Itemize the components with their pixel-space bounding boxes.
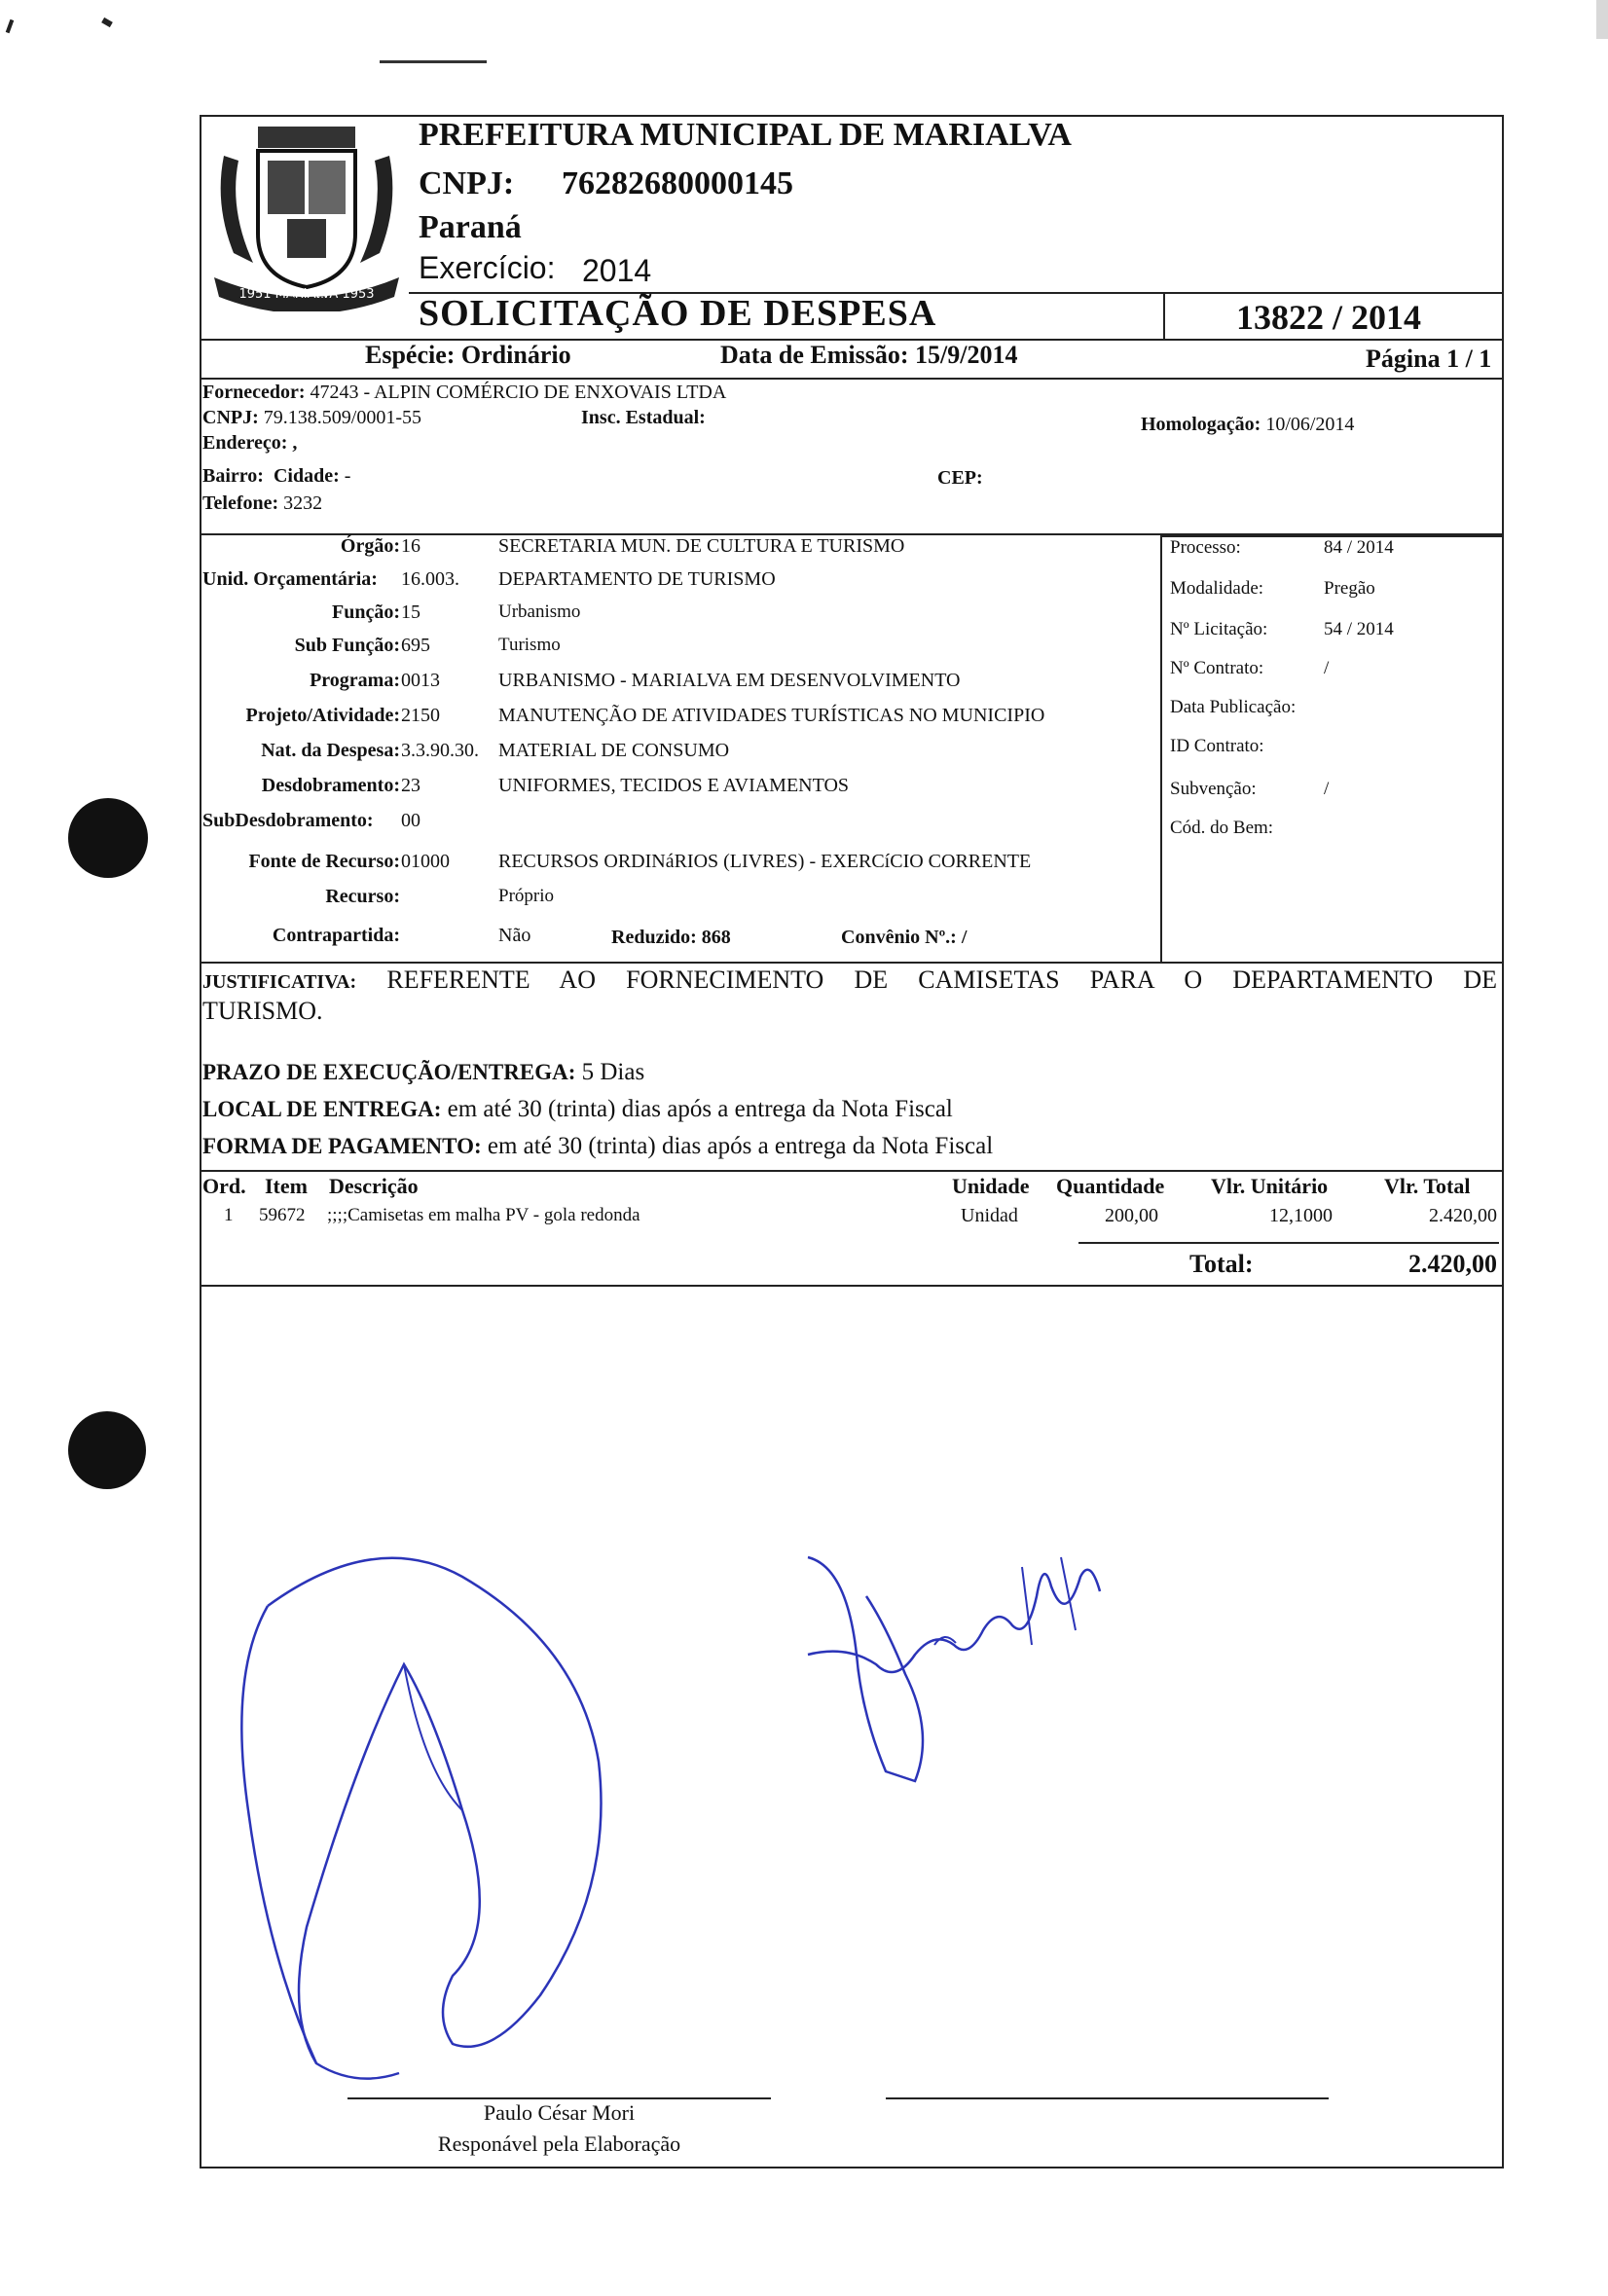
fornecedor-label: Fornecedor: xyxy=(202,382,306,403)
fornecedor-cnpj-label: CNPJ: xyxy=(202,407,259,428)
budget-row-label: Programa: xyxy=(310,670,400,691)
divider xyxy=(1163,292,1165,341)
processo-row-label: Subvenção: xyxy=(1170,779,1257,799)
budget-row-label: SubDesdobramento: xyxy=(202,810,374,831)
signature-line xyxy=(347,2097,771,2099)
budget-row-code: 00 xyxy=(401,810,420,831)
row-unidade: Unidad xyxy=(961,1205,1018,1226)
fornecedor-value: 47243 - ALPIN COMÉRCIO DE ENXOVAIS LTDA xyxy=(310,382,727,403)
justificativa-line2: TURISMO. xyxy=(202,997,323,1025)
telefone-value: 3232 xyxy=(283,492,323,514)
reduzido: Reduzido: 868 xyxy=(611,927,731,948)
processo-row-label: Nº Licitação: xyxy=(1170,619,1268,639)
cidade-label: Cidade: xyxy=(273,465,340,487)
state-name: Paraná xyxy=(419,209,522,245)
endereco-label: Endereço: , xyxy=(202,432,298,454)
budget-row-label: Recurso: xyxy=(325,886,400,907)
local-line xyxy=(202,1096,953,1123)
budget-row-code: 01000 xyxy=(401,851,450,872)
processo-row-label: Modalidade: xyxy=(1170,578,1264,599)
col-ord: Ord. xyxy=(202,1174,246,1198)
signature-line xyxy=(886,2097,1329,2099)
homologacao-label: Homologação: xyxy=(1141,414,1261,435)
punch-hole xyxy=(68,798,148,878)
row-unitario: 12,1000 xyxy=(1269,1205,1333,1226)
budget-row-label: Contrapartida: xyxy=(272,925,400,946)
document-number: 13822 / 2014 xyxy=(1236,298,1422,337)
seal-text: 1951 MARIALVA 1953 xyxy=(238,287,375,302)
budget-row-description: Próprio xyxy=(498,886,554,906)
budget-row-description: MATERIAL DE CONSUMO xyxy=(498,740,730,761)
processo-row-label: Cód. do Bem: xyxy=(1170,818,1274,838)
justificativa-label: JUSTIFICATIVA: xyxy=(202,971,357,993)
forma-value: em até 30 (trinta) dias após a entrega da Nota Fiscal xyxy=(487,1133,994,1159)
handwritten-signature-icon xyxy=(788,1538,1119,1791)
divider xyxy=(200,1285,1504,1287)
cnpj-label: CNPJ: xyxy=(419,165,515,201)
justificativa-line1 xyxy=(202,966,1497,995)
budget-row-description: URBANISMO - MARIALVA EM DESENVOLVIMENTO xyxy=(498,670,961,691)
exercicio-value: 2014 xyxy=(582,253,652,288)
signatory-name: Paulo César Mori xyxy=(483,2100,636,2125)
divider xyxy=(200,378,1504,380)
forma-line xyxy=(202,1133,993,1160)
processo-row-value: 84 / 2014 xyxy=(1324,537,1394,558)
col-unidade: Unidade xyxy=(952,1174,1030,1198)
budget-row-code: 3.3.90.30. xyxy=(401,740,479,761)
convenio-text: Convênio Nº.: / xyxy=(841,927,968,948)
divider xyxy=(1160,535,1504,537)
budget-row-label: Unid. Orçamentária: xyxy=(202,568,378,590)
budget-row-label: Fonte de Recurso: xyxy=(248,851,400,872)
bairro-line xyxy=(202,465,350,488)
budget-row-description: Não xyxy=(498,925,531,946)
budget-row-code: 2150 xyxy=(401,705,440,726)
budget-row-code: 16 xyxy=(401,535,420,557)
budget-row-code: 15 xyxy=(401,601,420,623)
total-value: 2.420,00 xyxy=(1408,1250,1497,1278)
budget-row-description: SECRETARIA MUN. DE CULTURA E TURISMO xyxy=(498,535,905,557)
budget-row-description: UNIFORMES, TECIDOS E AVIAMENTOS xyxy=(498,775,850,796)
bairro-label: Bairro: xyxy=(202,465,264,487)
scan-mark xyxy=(1596,0,1608,39)
divider xyxy=(200,962,1504,964)
budget-row-label: Nat. da Despesa: xyxy=(261,740,400,761)
processo-row-label: Nº Contrato: xyxy=(1170,658,1264,678)
col-quantidade: Quantidade xyxy=(1056,1174,1165,1198)
col-item: Item xyxy=(265,1174,308,1198)
scan-mark xyxy=(6,19,15,34)
especie: Espécie: Ordinário xyxy=(365,341,571,369)
budget-row-description: Turismo xyxy=(498,635,561,655)
divider xyxy=(1160,535,1162,962)
total-label: Total: xyxy=(1189,1250,1254,1278)
cep-label: CEP: xyxy=(937,467,983,489)
processo-row-value: 54 / 2014 xyxy=(1324,619,1394,639)
row-ord: 1 xyxy=(224,1205,234,1225)
local-label: LOCAL DE ENTREGA: xyxy=(202,1097,442,1121)
fornecedor-line xyxy=(202,382,726,404)
municipal-seal-icon xyxy=(204,117,409,311)
fornecedor-cnpj-value: 79.138.509/0001-55 xyxy=(263,407,421,428)
processo-row-value: / xyxy=(1324,779,1330,799)
divider xyxy=(200,1170,1504,1172)
budget-row-description: Urbanismo xyxy=(498,601,581,622)
budget-row-description: RECURSOS ORDINáRIOS (LIVRES) - EXERCíCIO CORRENTE xyxy=(498,851,1032,872)
scan-mark xyxy=(101,18,113,27)
row-item: 59672 xyxy=(259,1205,306,1225)
page-indicator: Página 1 / 1 xyxy=(1366,345,1492,373)
row-total: 2.420,00 xyxy=(1429,1205,1497,1226)
budget-row-label: Função: xyxy=(332,601,400,623)
budget-row-label: Desdobramento: xyxy=(261,775,400,796)
processo-row-label: Processo: xyxy=(1170,537,1241,558)
budget-row-code: 23 xyxy=(401,775,420,796)
budget-row-label: Órgão: xyxy=(340,535,400,557)
justificativa-text: REFERENTE AO FORNECIMENTO DE CAMISETAS PARA O DEPARTAMENTO DE xyxy=(386,966,1497,994)
col-unitario: Vlr. Unitário xyxy=(1211,1174,1329,1198)
cidade-value: - xyxy=(344,465,351,487)
fornecedor-cnpj-line xyxy=(202,407,421,429)
processo-row-value: Pregão xyxy=(1324,578,1375,599)
budget-row-code: 16.003. xyxy=(401,568,459,590)
budget-row-code: 0013 xyxy=(401,670,440,691)
homologacao-line xyxy=(1141,414,1354,436)
budget-row-label: Projeto/Atividade: xyxy=(245,705,400,726)
budget-row-code: 695 xyxy=(401,635,430,656)
prazo-line xyxy=(202,1059,644,1086)
forma-label: FORMA DE PAGAMENTO: xyxy=(202,1134,482,1158)
exercicio-label: Exercício: xyxy=(419,250,556,285)
insc-estadual-label: Insc. Estadual: xyxy=(581,407,706,428)
document-title: SOLICITAÇÃO DE DESPESA xyxy=(419,293,937,334)
local-value: em até 30 (trinta) dias após a entrega da Nota Fiscal xyxy=(447,1096,953,1122)
signatory-role: Responável pela Elaboração xyxy=(437,2132,681,2156)
telefone-line xyxy=(202,492,322,515)
punch-hole xyxy=(68,1411,146,1489)
convenio xyxy=(841,927,967,949)
prazo-label: PRAZO DE EXECUÇÃO/ENTREGA: xyxy=(202,1060,576,1084)
col-descricao: Descrição xyxy=(329,1174,419,1198)
org-name: PREFEITURA MUNICIPAL DE MARIALVA xyxy=(419,117,1072,153)
col-total: Vlr. Total xyxy=(1384,1174,1471,1198)
processo-row-label: ID Contrato: xyxy=(1170,736,1264,756)
homologacao-value: 10/06/2014 xyxy=(1265,414,1355,435)
prazo-value: 5 Dias xyxy=(581,1059,645,1085)
scan-mark xyxy=(380,60,487,63)
divider xyxy=(1078,1242,1499,1244)
budget-row-label: Sub Função: xyxy=(294,635,400,656)
budget-row-description: MANUTENÇÃO DE ATIVIDADES TURÍSTICAS NO MUNICIPIO xyxy=(498,705,1045,726)
budget-row-description: DEPARTAMENTO DE TURISMO xyxy=(498,568,776,590)
row-descricao: ;;;;Camisetas em malha PV - gola redonda xyxy=(327,1205,640,1225)
telefone-label: Telefone: xyxy=(202,492,279,514)
signature-icon xyxy=(209,1518,822,2102)
processo-row-label: Data Publicação: xyxy=(1170,697,1297,717)
cnpj-value: 76282680000145 xyxy=(562,165,793,201)
processo-row-value: / xyxy=(1324,658,1330,678)
row-quantidade: 200,00 xyxy=(1105,1205,1158,1226)
data-emissao: Data de Emissão: 15/9/2014 xyxy=(720,341,1018,369)
